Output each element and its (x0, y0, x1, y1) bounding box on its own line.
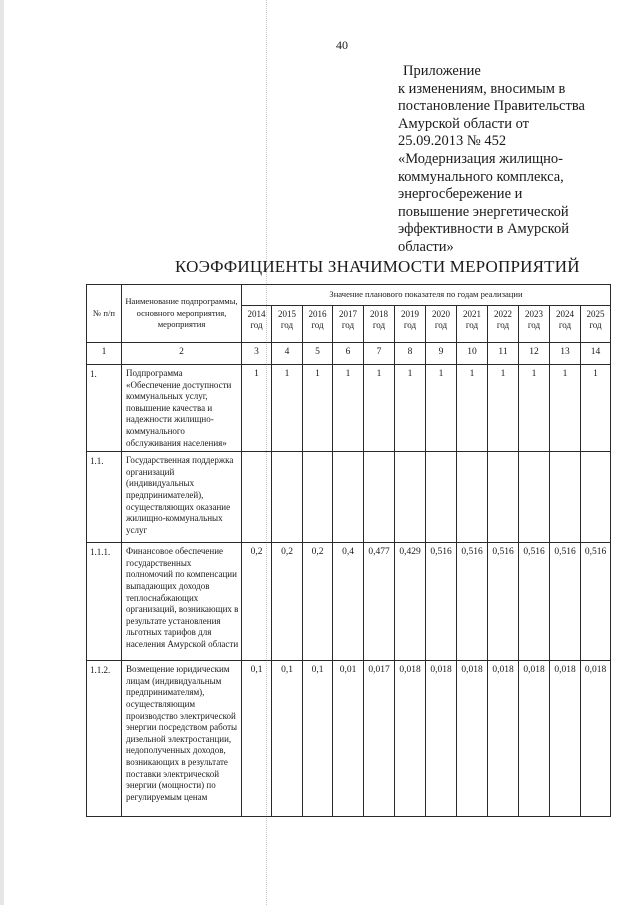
value-cell: 0,516 (581, 543, 611, 661)
value-cell: 1 (242, 365, 272, 452)
value-cell: 0,018 (426, 661, 457, 817)
column-number: 14 (581, 343, 611, 365)
value-cell: 0,429 (395, 543, 426, 661)
value-cell (242, 452, 272, 543)
year-header: 2019 год (395, 306, 426, 343)
value-cell: 0,4 (333, 543, 364, 661)
appendix-line: энергосбережение и (398, 186, 523, 203)
table-row (87, 365, 611, 452)
value-cell: 1 (426, 365, 457, 452)
row-name: Государственная поддержка организаций (индивидуальных предпринимателей), осуществляющих оказание жилищно-коммунальных услуг (122, 452, 242, 543)
value-cell: 0,01 (333, 661, 364, 817)
appendix-line: Приложение (403, 63, 481, 79)
column-number: 5 (303, 343, 333, 365)
column-number: 9 (426, 343, 457, 365)
value-cell (426, 452, 457, 543)
value-cell: 1 (488, 365, 519, 452)
row-name: Возмещение юридическим лицам (индивидуальным предпринимателям), осуществляющим производство электрической энергии посредством работы дизельной электростанции, недополученных доходов, возникающих в результате поставки электрической энергии (мощности) по регулируемым ценам (122, 661, 242, 817)
value-cell (488, 452, 519, 543)
column-number: 10 (457, 343, 488, 365)
year-header: 2020 год (426, 306, 457, 343)
appendix-line: эффективности в Амурской (398, 221, 569, 238)
value-cell: 0,2 (272, 543, 303, 661)
column-number: 11 (488, 343, 519, 365)
appendix-line: Амурской области от (398, 115, 530, 132)
value-cell: 1 (550, 365, 581, 452)
column-number: 3 (242, 343, 272, 365)
appendix-line: «Модернизация жилищно- (398, 150, 563, 167)
value-cell: 0,1 (242, 661, 272, 817)
scan-edge (0, 0, 4, 905)
column-number: 1 (87, 343, 122, 365)
value-cell: 0,018 (550, 661, 581, 817)
year-header: 2014 год (242, 306, 272, 343)
column-number: 7 (364, 343, 395, 365)
col-name-header: Наименование подпрограммы, основного мероприятия, мероприятия (122, 285, 242, 343)
appendix-line: повышение энергетической (398, 203, 569, 220)
value-cell: 0,477 (364, 543, 395, 661)
table-row (87, 543, 611, 661)
value-cell: 1 (333, 365, 364, 452)
row-number: 1.1.2. (87, 661, 122, 817)
year-header: 2016 год (303, 306, 333, 343)
appendix-line: коммунального комплекса, (398, 168, 564, 185)
year-header: 2021 год (457, 306, 488, 343)
value-cell: 0,516 (488, 543, 519, 661)
value-cell: 0,018 (519, 661, 550, 817)
row-name: Финансовое обеспечение государственных полномочий по компенсации выпадающих доходов теплоснабжающих организаций, возникающих в результате установления льготных тарифов для населения Амурской области (122, 543, 242, 661)
appendix-line: области» (398, 238, 454, 255)
significance-table (86, 284, 611, 817)
value-cell: 1 (519, 365, 550, 452)
value-cell: 0,516 (550, 543, 581, 661)
year-header: 2015 год (272, 306, 303, 343)
value-cell: 0,516 (426, 543, 457, 661)
value-cell: 1 (581, 365, 611, 452)
year-header: 2022 год (488, 306, 519, 343)
value-cell: 1 (272, 365, 303, 452)
row-number: 1. (87, 365, 122, 452)
value-cell: 1 (457, 365, 488, 452)
value-cell: 0,2 (303, 543, 333, 661)
value-cell (581, 452, 611, 543)
appendix-line: 25.09.2013 № 452 (398, 133, 507, 150)
value-cell: 0,516 (519, 543, 550, 661)
table-row (87, 661, 611, 817)
value-cell: 0,018 (581, 661, 611, 817)
value-cell: 1 (364, 365, 395, 452)
value-cell (364, 452, 395, 543)
value-cell: 0,018 (395, 661, 426, 817)
row-name: Подпрограмма «Обеспечение доступности коммунальных услуг, повышение качества и надежности жилищно-коммунального обслуживания населения» (122, 365, 242, 452)
values-header: Значение планового показателя по годам реализации (242, 285, 611, 306)
year-header: 2018 год (364, 306, 395, 343)
value-cell (272, 452, 303, 543)
row-number: 1.1.1. (87, 543, 122, 661)
year-header: 2024 год (550, 306, 581, 343)
column-number: 13 (550, 343, 581, 365)
column-numbers-row (87, 343, 611, 365)
value-cell: 1 (303, 365, 333, 452)
appendix-note (398, 63, 613, 257)
value-cell: 0,2 (242, 543, 272, 661)
row-number: 1.1. (87, 452, 122, 543)
value-cell (333, 452, 364, 543)
column-number: 4 (272, 343, 303, 365)
column-number: 2 (122, 343, 242, 365)
col-num-header: № п/п (87, 285, 122, 343)
table-row (87, 452, 611, 543)
column-number: 6 (333, 343, 364, 365)
value-cell (519, 452, 550, 543)
value-cell: 1 (395, 365, 426, 452)
value-cell (550, 452, 581, 543)
document-title: КОЭФФИЦИЕНТЫ ЗНАЧИМОСТИ МЕРОПРИЯТИЙ (175, 257, 580, 276)
value-cell (303, 452, 333, 543)
column-number: 8 (395, 343, 426, 365)
page-number: 40 (336, 38, 348, 52)
value-cell: 0,1 (303, 661, 333, 817)
year-header: 2023 год (519, 306, 550, 343)
value-cell: 0,017 (364, 661, 395, 817)
value-cell: 0,018 (457, 661, 488, 817)
value-cell: 0,516 (457, 543, 488, 661)
year-header: 2017 год (333, 306, 364, 343)
appendix-line: постановление Правительства (398, 98, 585, 115)
value-cell: 0,1 (272, 661, 303, 817)
value-cell (457, 452, 488, 543)
year-header: 2025 год (581, 306, 611, 343)
value-cell (395, 452, 426, 543)
value-cell: 0,018 (488, 661, 519, 817)
column-number: 12 (519, 343, 550, 365)
appendix-line: к изменениям, вносимым в (398, 80, 566, 97)
